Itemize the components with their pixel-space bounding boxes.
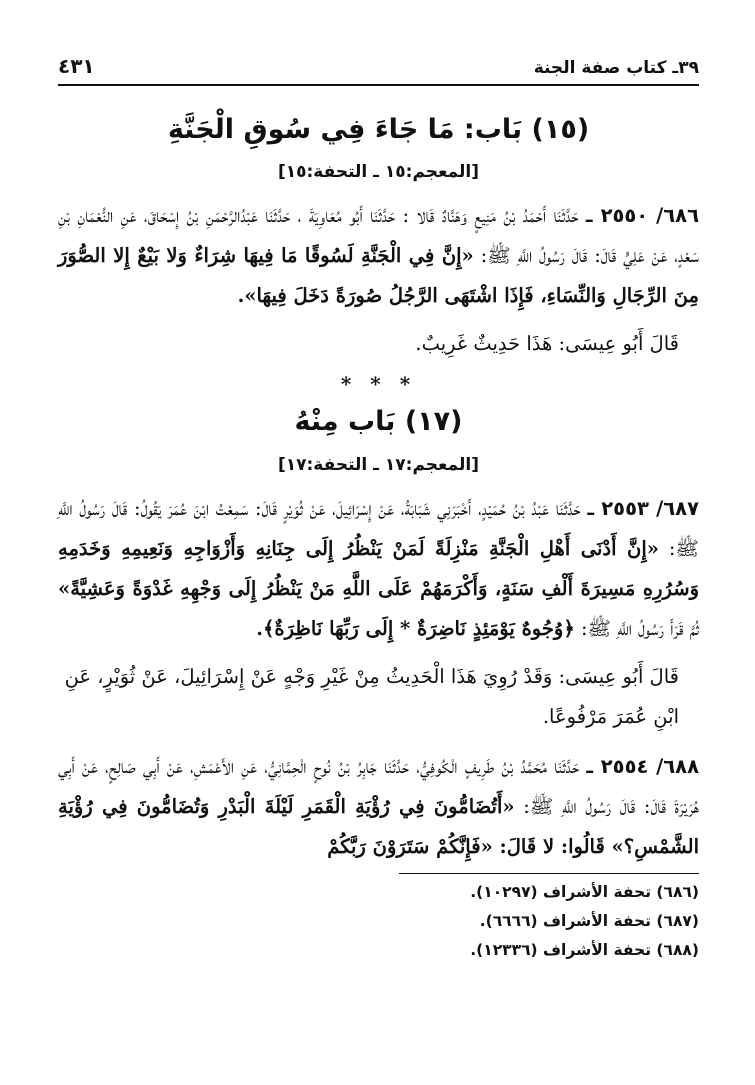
hadith-tail: ثُمَّ قَرَأَ رَسُولُ اللَّهِ ﷺ:: [580, 616, 699, 640]
hadith-686: [58, 196, 699, 316]
hadith-number: ٦٨٨/ ٢٥٥٤ ـ: [586, 754, 699, 778]
hadith-matn: «إِنَّ أَدْنَى أَهْلِ الْجَنَّةِ مَنْزِلَةً لَمَنْ يَنْظُرُ إِلَى جِنَانِهِ وَأَزْوَاجِهِ وَنَعِيمِهِ وَخَدَمِهِ وَسُرُرِهِ مَسِيرَةَ أَلْفِ سَنَةٍ، وَأَكْرَمَهُمْ عَلَى اللَّهِ مَنْ يَنْظُرُ إِلَى وَجْهِهِ غَدْوَةً وَعَشِيَّةً»: [58, 536, 699, 600]
footnotes: [58, 878, 699, 965]
section-reference-15: [المعجم:١٥ ـ التحفة:١٥]: [277, 162, 480, 183]
section-heading-17: (١٧) بَاب مِنْهُ: [294, 406, 463, 438]
page-number: ٤٣١: [58, 54, 95, 78]
footnote-688: (٦٨٨) تحفة الأشراف (١٢٣٣٦).: [470, 940, 699, 959]
quran-verse: ﴿وُجُوهٌ يَوْمَئِذٍ نَاضِرَةٌ * إِلَى رَبِّهَا نَاظِرَةٌ﴾.: [256, 616, 575, 640]
hadith-isnad: حَدَّثَنَا عَبْدُ بْنُ حُمَيْدٍ، أَخْبَرَنِي شَبَابَةُ، عَنْ إِسْرَائِيلَ، عَنْ ثُوَيْرٍ قَالَ: سَمِعْتُ ابْنَ عُمَرَ يَقُولُ: قَالَ رَسُولُ اللَّهِ ﷺ:: [58, 496, 699, 560]
section-separator: * * *: [340, 372, 417, 397]
hadith-matn: «إِنَّ فِي الْجَنَّةِ لَسُوقًا مَا فِيهَا شِرَاءٌ وَلا بَيْعٌ إِلا الصُّوَرَ مِنَ الرِّجَالِ وَالنِّسَاءِ، فَإِذَا اشْتَهَى الرَّجُلُ صُورَةً دَخَلَ فِيهَا».: [58, 244, 699, 308]
running-header: [58, 54, 699, 86]
abu-isa-comment: قَالَ أَبُو عِيسَى: وَقَدْ رُوِيَ هَذَا الْحَدِيثُ مِنْ غَيْرِ وَجْهٍ عَنْ إِسْرَائِيلَ، عَنْ ثُوَيْرٍ، عَنِ ابْنِ عُمَرَ مَرْفُوعًا.: [64, 664, 679, 728]
hadith-687: [58, 489, 699, 649]
hadith-688: [58, 747, 699, 867]
footnote-divider: [399, 873, 699, 874]
hadith-isnad: حَدَّثَنَا أَحْمَدُ بْنُ مَنِيعٍ وَهَنَّادٌ قَالا : حَدَّثَنَا أَبُو مُعَاوِيَةَ ، حَدَّثَنَا عَبْدُالرَّحْمَنِ بْنُ إِسْحَاقَ، عَنِ النُّعْمَانِ بْنِ سَعْدٍ، عَنْ عَلِيٍّ قَالَ: قَالَ رَسُولُ اللَّهِ ﷺ:: [58, 204, 699, 268]
section-heading-15: (١٥) بَاب: مَا جَاءَ فِي سُوقِ الْجَنَّةِ: [167, 114, 590, 145]
footnote-686: (٦٨٦) تحفة الأشراف (١٠٢٩٧).: [470, 882, 699, 901]
hadith-number: ٦٨٧/ ٢٥٥٣ ـ: [587, 496, 699, 520]
hadith-matn: «أَتُضَامُّونَ فِي رُؤْيَةِ الْقَمَرِ لَيْلَةَ الْبَدْرِ وَتُضَامُّونَ فِي رُؤْيَةِ الشَّمْسِ؟» قَالُوا: لا قَالَ: «فَإِنَّكُمْ سَتَرَوْنَ رَبَّكُمْ: [58, 794, 699, 858]
section-reference-17: [المعجم:١٧ ـ التحفة:١٧]: [277, 454, 480, 475]
abu-isa-comment: قَالَ أَبُو عِيسَى: هَذَا حَدِيثٌ غَرِيبٌ.: [415, 332, 679, 356]
hadith-number: ٦٨٦/ ٢٥٥٠ ـ: [585, 204, 699, 228]
footnote-687: (٦٨٧) تحفة الأشراف (٦٦٦٦).: [479, 911, 699, 930]
chapter-title: ٣٩ـ كتاب صفة الجنة: [533, 58, 699, 78]
hadith-isnad: حَدَّثَنَا مُحَمَّدُ بْنُ طَرِيفٍ الْكُوفِيُّ، حَدَّثَنَا جَابِرُ بْنُ نُوحٍ الْحِمَّانِيُّ، عَنِ الأَعْمَشِ، عَنْ أَبِي صَالِحٍ، عَنْ أَبِي هُرَيْرَةَ قَالَ: قَالَ رَسُولُ اللَّهِ ﷺ:: [58, 754, 699, 818]
